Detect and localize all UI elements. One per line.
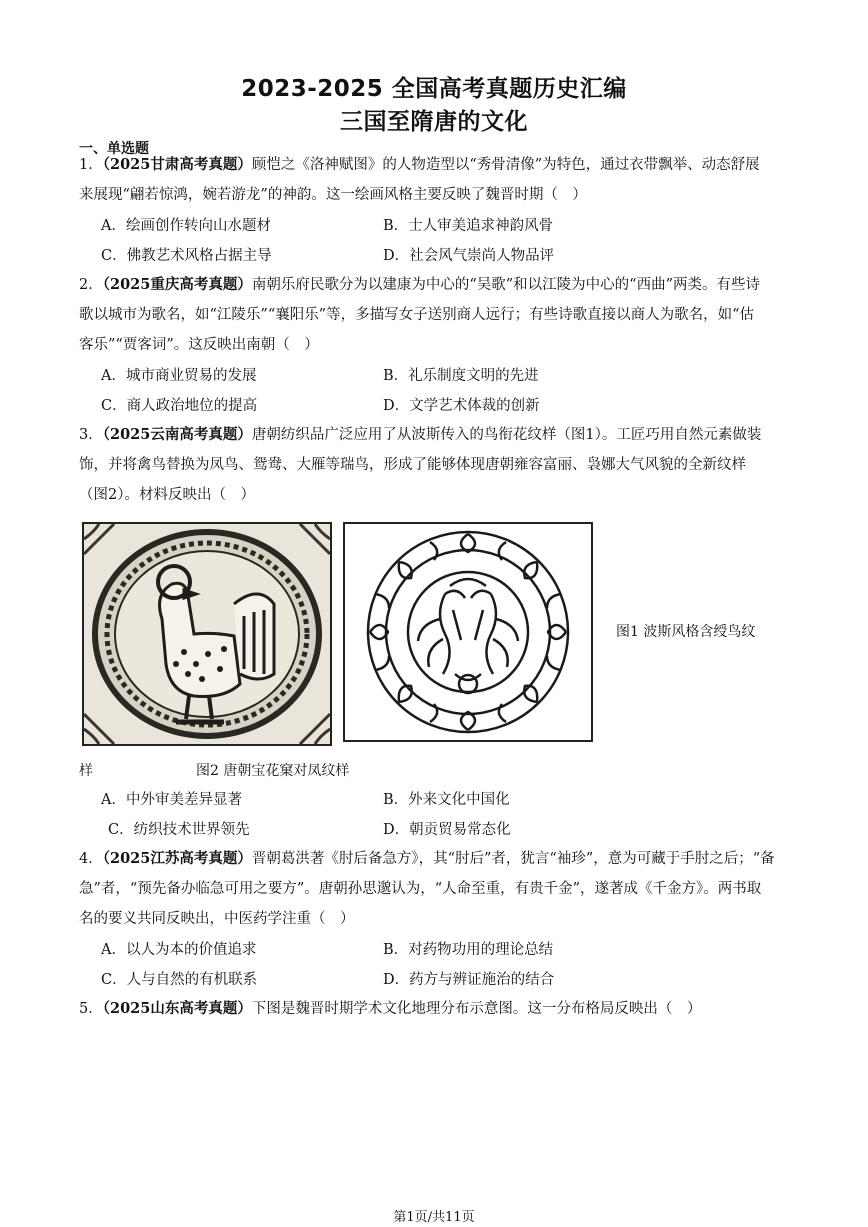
figure-1-caption-wrap: 样 [79, 763, 93, 779]
question-4 [79, 844, 791, 934]
q1-option-c[interactable]: C．佛教艺术风格占据主导 [101, 248, 272, 264]
question-3-line3: （图2）。材料反映出（ ） [79, 487, 255, 503]
q3-option-b[interactable]: B．外来文化中国化 [383, 792, 510, 808]
question-4-line1: 4．（2025江苏高考真题）晋朝葛洪著《肘后备急方》，其“肘后”者，犹言“袖珍”，意为可藏于手肘之后；“备 [79, 850, 775, 867]
question-2 [79, 270, 791, 360]
q4-option-d[interactable]: D．药方与辨证施治的结合 [383, 972, 555, 988]
q2-option-b[interactable]: B．礼乐制度文明的先进 [383, 368, 539, 384]
section-heading: 一、单选题 [79, 141, 149, 157]
persian-bird-image [84, 524, 330, 744]
question-2-line2: 歌以城市为歌名，如“江陵乐”“襄阳乐”等，多描写女子送别商人远行；有些诗歌直接以商人为歌名，如“估 [79, 307, 755, 323]
question-1-line2: 来展现“翩若惊鸿，婉若游龙”的神韵。这一绘画风格主要反映了魏晋时期（ ） [79, 187, 587, 203]
q2-option-c[interactable]: C．商人政治地位的提高 [101, 398, 258, 414]
tang-phoenix-image [345, 524, 591, 740]
q1-option-a[interactable]: A．绘画创作转向山水题材 [101, 218, 271, 234]
question-3-line1: 3．（2025云南高考真题）唐朝纺织品广泛应用了从波斯传入的鸟衔花纹样（图1）。工匠巧用自然元素做装 [79, 426, 762, 443]
question-4-line2: 急”者，“预先备办临急可用之要方”。唐朝孙思邈认为，“人命至重，有贵千金”，遂著成《千金方》。两书取 [79, 881, 762, 897]
q2-option-d[interactable]: D．文学艺术体裁的创新 [383, 398, 540, 414]
q4-option-c[interactable]: C．人与自然的有机联系 [101, 972, 258, 988]
q1-option-d[interactable]: D．社会风气崇尚人物品评 [383, 248, 555, 264]
question-4-line3: 名的要义共同反映出，中医药学注重（ ） [79, 911, 355, 927]
figure-1-caption: 图1 波斯风格含绶鸟纹 [616, 624, 756, 640]
question-3-line2: 饰，并将禽鸟替换为凤鸟、鸳鸯、大雁等瑞鸟，形成了能够体现唐朝雍容富丽、袅娜大气风貌的全新纹样 [79, 457, 746, 473]
question-5 [79, 994, 791, 1024]
q4-option-a[interactable]: A．以人为本的价值追求 [101, 942, 257, 958]
figure-1-persian-bird [82, 522, 332, 746]
question-2-line3: 客乐”“贾客词”。这反映出南朝（ ） [79, 337, 319, 353]
q2-option-a[interactable]: A．城市商业贸易的发展 [101, 368, 257, 384]
q3-option-d[interactable]: D．朝贡贸易常态化 [383, 822, 511, 838]
q4-option-b[interactable]: B．对药物功用的理论总结 [383, 942, 554, 958]
q3-option-a[interactable]: A．中外审美差异显著 [101, 792, 242, 808]
question-3 [79, 420, 791, 510]
q1-option-b[interactable]: B．士人审美追求神韵风骨 [383, 218, 554, 234]
figure-2-tang-phoenix [343, 522, 593, 742]
question-1 [79, 150, 791, 210]
question-1-line1: 1．（2025甘肃高考真题）顾恺之《洛神赋图》的人物造型以“秀骨清像”为特色，通过衣带飘举、动态舒展 [79, 156, 760, 173]
page-title-line1: 2023-2025 全国高考真题历史汇编 [241, 76, 627, 102]
page-footer: 第1页/共11页 [393, 1210, 475, 1225]
question-2-line1: 2．（2025重庆高考真题）南朝乐府民歌分为以建康为中心的“吴歌”和以江陵为中心的“西曲”两类。有些诗 [79, 276, 760, 293]
question-5-line1: 5．（2025山东高考真题）下图是魏晋时期学术文化地理分布示意图。这一分布格局反映出（ ） [79, 1000, 702, 1017]
figure-2-caption: 图2 唐朝宝花窠对凤纹样 [196, 763, 350, 779]
q3-option-c[interactable]: C．纺织技术世界领先 [108, 822, 250, 838]
page-title-line2: 三国至隋唐的文化 [340, 109, 528, 135]
